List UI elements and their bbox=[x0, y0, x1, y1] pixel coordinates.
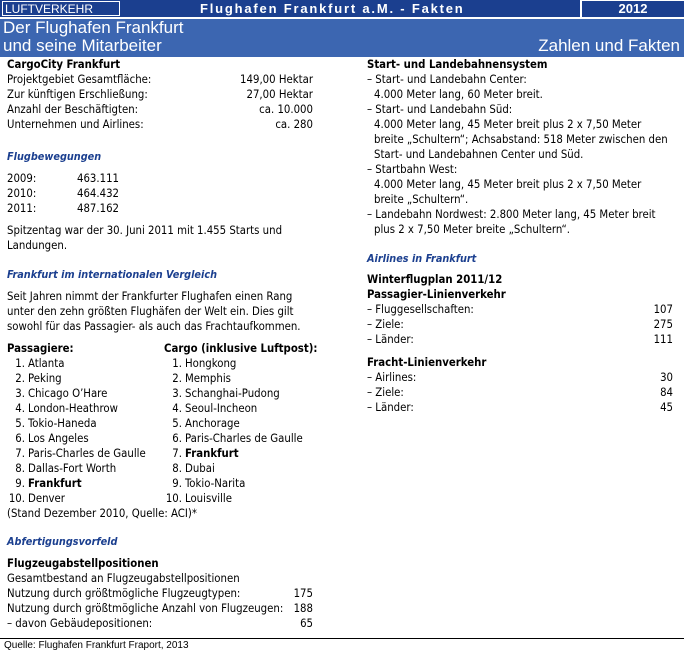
ranking-row bbox=[7, 446, 313, 461]
row-value: 149,00 Hektar bbox=[240, 73, 313, 86]
passagiere-airport: London-Heathrow bbox=[28, 402, 118, 415]
fracht-row bbox=[367, 400, 673, 415]
bahnen-line: Start- und Landebahnen Center und Süd. bbox=[374, 148, 584, 161]
row-label: Unternehmen und Airlines: bbox=[7, 118, 144, 131]
row-value: ca. 280 bbox=[275, 118, 313, 131]
passagiere-rank: 5. bbox=[15, 417, 25, 430]
cargocity-heading: CargoCity Frankfurt bbox=[7, 58, 121, 71]
left-column bbox=[7, 57, 318, 631]
cargo-airport: Seoul-Incheon bbox=[185, 402, 258, 415]
bahnen-line: breite „Schultern“. bbox=[374, 193, 469, 206]
flugbewegungen-note-line2: Landungen. bbox=[7, 239, 68, 252]
row-value: 111 bbox=[653, 333, 673, 346]
passagiere-airport: Frankfurt bbox=[28, 477, 82, 490]
passagiere-rank: 1. bbox=[15, 357, 25, 370]
vergleich-text-line3: sowohl für das Passagier- als auch das Frachtaufkommen. bbox=[7, 320, 301, 333]
row-label: – Airlines: bbox=[367, 371, 417, 384]
cargo-rank: 10. bbox=[165, 492, 182, 505]
row-label: – Länder: bbox=[367, 333, 414, 346]
cargo-airport: Anchorage bbox=[185, 417, 240, 430]
row-label: Projektgebiet Gesamtfläche: bbox=[7, 73, 152, 86]
cargo-rank: 1. bbox=[172, 357, 182, 370]
row-value: ca. 10.000 bbox=[259, 103, 313, 116]
passagiere-airport: Atlanta bbox=[28, 357, 65, 370]
flugbewegungen-row bbox=[7, 171, 313, 186]
bahnen-line: – Start- und Landebahn Süd: bbox=[367, 103, 513, 116]
airlines-heading: Airlines in Frankfurt bbox=[367, 252, 477, 265]
cargocity-row bbox=[7, 87, 313, 102]
cargo-heading: Cargo (inklusive Luftpost): bbox=[164, 342, 318, 355]
passagiere-airport: Chicago O’Hare bbox=[28, 387, 108, 400]
passagiere-airport: Paris-Charles de Gaulle bbox=[28, 447, 146, 460]
passagiere-rank: 4. bbox=[15, 402, 25, 415]
passagiere-airport: Peking bbox=[28, 372, 62, 385]
passagiere-rank: 7. bbox=[15, 447, 25, 460]
passagiere-airport: Tokio-Haneda bbox=[28, 417, 97, 430]
pax-row bbox=[367, 302, 673, 317]
vergleich-heading: Frankfurt im internationalen Vergleich bbox=[7, 268, 218, 281]
row-label: Anzahl der Beschäftigten: bbox=[7, 103, 139, 116]
row-value: 463.111 bbox=[77, 172, 120, 185]
ranking-list bbox=[7, 356, 313, 506]
row-year: 2009: bbox=[7, 172, 37, 185]
cargo-airport: Paris-Charles de Gaulle bbox=[185, 432, 303, 445]
row-value: 464.432 bbox=[77, 187, 120, 200]
pax-row bbox=[367, 332, 673, 347]
cargo-rank: 7. bbox=[172, 447, 182, 460]
category-label: LUFTVERKEHR bbox=[2, 1, 120, 16]
header-subtitle: Zahlen und Fakten bbox=[538, 36, 680, 55]
fracht-row bbox=[367, 385, 673, 400]
cargo-airport: Schanghai-Pudong bbox=[185, 387, 280, 400]
cargo-rank: 6. bbox=[172, 432, 182, 445]
ranking-row bbox=[7, 356, 313, 371]
fracht-heading: Fracht-Linienverkehr bbox=[367, 356, 487, 369]
cargo-airport: Frankfurt bbox=[185, 447, 239, 460]
cargo-rank: 9. bbox=[172, 477, 182, 490]
bahnen-line: breite „Schultern“; Achsabstand: 518 Meter zwischen den bbox=[374, 133, 668, 146]
ranking-row bbox=[7, 491, 313, 506]
cargo-airport: Dubai bbox=[185, 462, 215, 475]
row-label: Nutzung durch größtmögliche Flugzeugtypen: bbox=[7, 587, 241, 600]
cargo-rank: 3. bbox=[172, 387, 182, 400]
row-label: – Länder: bbox=[367, 401, 414, 414]
bahnen-line: 4.000 Meter lang, 45 Meter breit plus 2 x 7,50 Meter bbox=[374, 178, 642, 191]
top-bar bbox=[0, 0, 684, 17]
bahnen-line: – Startbahn West: bbox=[367, 163, 458, 176]
cargo-rank: 8. bbox=[172, 462, 182, 475]
year-label: 2012 bbox=[582, 1, 684, 17]
bahnen-line: – Start- und Landebahn Center: bbox=[367, 73, 527, 86]
row-value: 275 bbox=[653, 318, 673, 331]
row-label: – davon Gebäudepositionen: bbox=[7, 617, 153, 630]
ranking-row bbox=[7, 401, 313, 416]
passagiere-airport: Los Angeles bbox=[28, 432, 89, 445]
vergleich-text-line1: Seit Jahren nimmt der Frankfurter Flughafen einen Rang bbox=[7, 290, 293, 303]
row-label: Zur künftigen Erschließung: bbox=[7, 88, 148, 101]
cargo-rank: 4. bbox=[172, 402, 182, 415]
passagiere-rank: 6. bbox=[15, 432, 25, 445]
row-value: 27,00 Hektar bbox=[246, 88, 313, 101]
abfertigung-subheading: Flugzeugabstellpositionen bbox=[7, 557, 159, 570]
cargo-airport: Louisville bbox=[185, 492, 232, 505]
ranking-row bbox=[7, 386, 313, 401]
flugbewegungen-row bbox=[7, 186, 313, 201]
header-title bbox=[3, 19, 183, 55]
right-column bbox=[367, 57, 673, 415]
abfertigung-row bbox=[7, 616, 313, 631]
airlines-plan: Winterflugplan 2011/12 bbox=[367, 273, 503, 286]
abfertigung-heading: Abfertigungsvorfeld bbox=[7, 535, 118, 548]
fracht-row bbox=[367, 370, 673, 385]
cargo-rank: 5. bbox=[172, 417, 182, 430]
cargo-airport: Tokio-Narita bbox=[185, 477, 246, 490]
ranking-row bbox=[7, 461, 313, 476]
row-value: 188 bbox=[293, 602, 313, 615]
row-label: – Ziele: bbox=[367, 318, 404, 331]
bahnen-line: 4.000 Meter lang, 60 Meter breit. bbox=[374, 88, 543, 101]
flugbewegungen-heading: Flugbewegungen bbox=[7, 150, 102, 163]
ranking-row bbox=[7, 431, 313, 446]
vergleich-text-line2: unter den zehn größten Flughäfen der Welt ein. Dies gilt bbox=[7, 305, 294, 318]
passagiere-rank: 3. bbox=[15, 387, 25, 400]
passagiere-rank: 8. bbox=[15, 462, 25, 475]
row-year: 2010: bbox=[7, 187, 37, 200]
row-value: 84 bbox=[660, 386, 673, 399]
cargo-rank: 2. bbox=[172, 372, 182, 385]
cargocity-row bbox=[7, 102, 313, 117]
abfertigung-row bbox=[7, 601, 313, 616]
year-box bbox=[580, 0, 684, 17]
flugbewegungen-note-line1: Spitzentag war der 30. Juni 2011 mit 1.455 Starts und bbox=[7, 224, 283, 237]
flugbewegungen-row bbox=[7, 201, 313, 216]
row-label: Nutzung durch größtmögliche Anzahl von Flugzeugen: bbox=[7, 602, 284, 615]
bahnen-line: 4.000 Meter lang, 45 Meter breit plus 2 x 7,50 Meter bbox=[374, 118, 642, 131]
bahnen-line: – Landebahn Nordwest: 2.800 Meter lang, 45 Meter breit bbox=[367, 208, 656, 221]
passagiere-rank: 2. bbox=[15, 372, 25, 385]
cargocity-row bbox=[7, 72, 313, 87]
pax-row bbox=[367, 317, 673, 332]
passagiere-airport: Dallas-Fort Worth bbox=[28, 462, 117, 475]
vergleich-source-note: (Stand Dezember 2010, Quelle: ACI)* bbox=[7, 507, 197, 520]
row-label: – Ziele: bbox=[367, 386, 404, 399]
row-value: 175 bbox=[293, 587, 313, 600]
abfertigung-intro: Gesamtbestand an Flugzeugabstellpositionen bbox=[7, 572, 240, 585]
row-value: 30 bbox=[660, 371, 673, 384]
cargocity-row bbox=[7, 117, 313, 132]
document-title: Flughafen Frankfurt a.M. - Fakten bbox=[200, 1, 465, 16]
row-value: 65 bbox=[300, 617, 313, 630]
header-title-line2: und seine Mitarbeiter bbox=[3, 36, 162, 55]
row-year: 2011: bbox=[7, 202, 37, 215]
ranking-headings bbox=[7, 341, 318, 356]
ranking-row bbox=[7, 476, 313, 491]
bahnen-heading: Start- und Landebahnensystem bbox=[367, 58, 548, 71]
header-band bbox=[0, 19, 684, 57]
row-value: 487.162 bbox=[77, 202, 120, 215]
pax-heading: Passagier-Linienverkehr bbox=[367, 288, 506, 301]
row-value: 107 bbox=[653, 303, 673, 316]
ranking-row bbox=[7, 416, 313, 431]
passagiere-rank: 10. bbox=[8, 492, 25, 505]
ranking-row bbox=[7, 371, 313, 386]
passagiere-heading: Passagiere: bbox=[7, 342, 74, 355]
row-value: 45 bbox=[660, 401, 673, 414]
row-label: – Fluggesellschaften: bbox=[367, 303, 474, 316]
passagiere-airport: Denver bbox=[28, 492, 65, 505]
passagiere-rank: 9. bbox=[15, 477, 25, 490]
cargo-airport: Memphis bbox=[185, 372, 231, 385]
header-title-line1: Der Flughafen Frankfurt bbox=[3, 18, 184, 37]
cargo-airport: Hongkong bbox=[185, 357, 237, 370]
abfertigung-row bbox=[7, 586, 313, 601]
bahnen-line: plus 2 x 7,50 Meter breite „Schultern“. bbox=[374, 223, 570, 236]
footer-source: Quelle: Flughafen Frankfurt Fraport, 2013 bbox=[0, 638, 684, 652]
